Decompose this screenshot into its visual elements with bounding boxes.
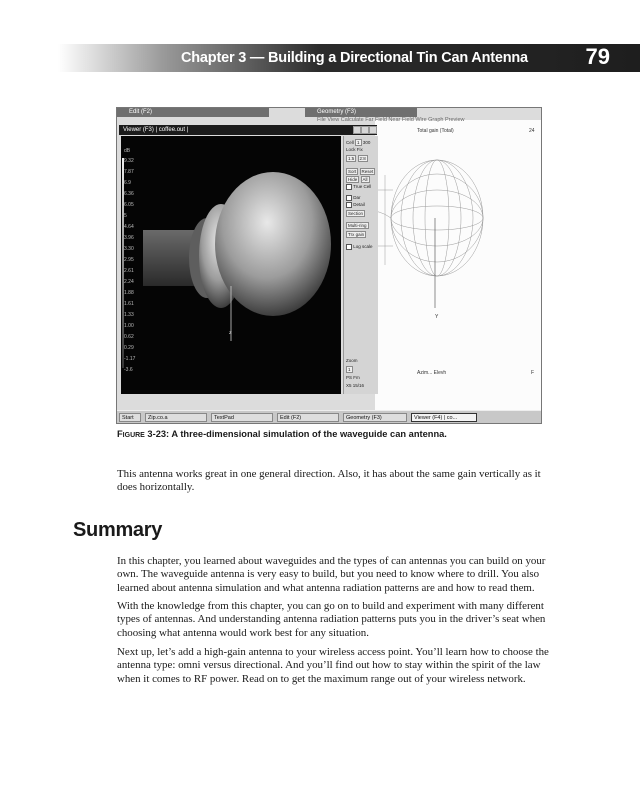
- fix-label: Fix: [356, 147, 363, 152]
- geometry-window: [375, 120, 541, 410]
- dar-label: Dar: [353, 195, 361, 201]
- scale-tick-label: 1.00: [124, 323, 134, 329]
- caption-text: A three-dimensional simulation of the waveguide can antenna.: [169, 429, 447, 439]
- minimize-icon: [353, 126, 361, 134]
- scale-tick-label: 4.64: [124, 224, 134, 230]
- taskbar-item-zip[interactable]: Zip.co.a: [145, 413, 207, 422]
- section-select[interactable]: Section: [348, 211, 364, 216]
- taskbar-item-viewer[interactable]: Viewer (F4) | co...: [411, 413, 477, 422]
- scale-tick-label: 6.05: [124, 202, 134, 208]
- close-icon: [369, 126, 377, 134]
- edit-window-titlebar: Edit (F2): [117, 108, 269, 117]
- chapter-title: Chapter 3 — Building a Directional Tin Can Antenna: [181, 50, 528, 66]
- scale-tick-label: 0.29: [124, 345, 134, 351]
- scale-unit-label: dB: [124, 148, 131, 154]
- scale-tick-label: 1.61: [124, 301, 134, 307]
- taskbar-item-edit[interactable]: Edit (F2): [277, 413, 339, 422]
- geometry-menu: File View Calculate Far Field Near Field Wire Graph Preview: [317, 117, 465, 123]
- scale-tick-label: 3.30: [124, 246, 134, 252]
- viewer-title-text: Viewer (F3) | coffee.out |: [123, 127, 189, 133]
- 3d-render-view: [121, 136, 341, 394]
- true-cell-label: True Cell: [353, 184, 372, 190]
- xs-value: 15/16: [352, 383, 365, 388]
- summary-paragraph-2: With the knowledge from this chapter, you can go on to build and experiment with many different types of antennas. And understanding antenna radiation patterns puts you in the driver’s seat when choosing what antenna would work best for any situation.: [117, 600, 546, 639]
- trx-gain-select[interactable]: Trx gain: [348, 232, 365, 237]
- y-axis-label: Y: [435, 314, 439, 320]
- lock-label: Lock: [346, 147, 356, 152]
- radiation-pattern-3d: [121, 136, 341, 394]
- azimuth-label: Azim... Elevh: [417, 370, 447, 376]
- detail-checkbox[interactable]: [346, 202, 352, 208]
- detail-label: Detail: [353, 202, 365, 208]
- scale-tick-label: 0.62: [124, 334, 134, 340]
- scale-tick-label: 6.36: [124, 191, 134, 197]
- taskbar-item-textpad[interactable]: TextPad: [211, 413, 273, 422]
- figure-screenshot: [116, 107, 542, 424]
- sort-button[interactable]: Sort: [348, 169, 357, 174]
- scale-tick-label: 3.96: [124, 235, 134, 241]
- dar-checkbox[interactable]: [346, 195, 352, 201]
- btn-a[interactable]: 1:5: [348, 156, 355, 161]
- taskbar: [117, 410, 541, 424]
- scale-tick-label: 6.9: [124, 180, 131, 186]
- scale-tick-label: -1.17: [124, 356, 136, 362]
- all-button[interactable]: All: [362, 177, 368, 182]
- geometry-window-titlebar: Geometry (F3): [305, 108, 417, 117]
- wireframe-pattern: [375, 120, 541, 410]
- summary-paragraph-3: Next up, let’s add a high-gain antenna to your wireless access point. You’ll learn how to choose the antenna type: omni versus directional. And you’ll find out how to stay within the spirit of the law when it comes to RF power. Read on to get the maximum range out of your wireless network.: [117, 646, 549, 685]
- summary-paragraph-1: In this chapter, you learned about waveguides and the types of can antennas you can build on your own. The waveguide antenna is very easy to build, but you need to know where to drill. You also learned about antenna simulation and what antenna radiation patterns are and how to read them.: [117, 555, 546, 594]
- ps-label: PS: [346, 375, 353, 380]
- scale-tick-label: 9.32: [124, 158, 134, 164]
- start-button[interactable]: Start: [119, 413, 141, 422]
- control-panel: [343, 136, 378, 394]
- svg-text:z: z: [229, 330, 232, 336]
- scale-tick-label: 7.87: [124, 169, 134, 175]
- scale-tick-label: 2.61: [124, 268, 134, 274]
- maximize-icon: [361, 126, 369, 134]
- viewer-titlebar: [119, 125, 377, 135]
- f-label: F: [531, 370, 535, 376]
- page-number: 79: [585, 44, 610, 69]
- scale-tick-label: 2.24: [124, 279, 134, 285]
- reset-button[interactable]: Reset: [361, 169, 374, 174]
- cell-num: 300: [362, 140, 371, 145]
- zoom-label: Zoom: [346, 358, 358, 363]
- summary-heading: Summary: [73, 519, 163, 541]
- log-scale-label: Log scale: [353, 244, 373, 250]
- scale-tick-label: 5: [124, 213, 127, 219]
- total-gain-value: 24: [529, 128, 535, 134]
- scale-tick-label: 2.95: [124, 257, 134, 263]
- cell-input[interactable]: 1: [357, 140, 360, 145]
- scale-tick-label: 1.33: [124, 312, 134, 318]
- zoom-input[interactable]: 1: [348, 367, 351, 372]
- multi-ring-select[interactable]: Multi-ring: [348, 223, 367, 228]
- scale-tick-label: -3.6: [124, 367, 133, 373]
- btn-b[interactable]: 2:8: [359, 156, 366, 161]
- intro-paragraph: This antenna works great in one general direction. Also, it has about the same gain vertically as it does horizontally.: [117, 468, 541, 494]
- figure-caption: [117, 429, 447, 439]
- scale-tick-label: 1.88: [124, 290, 134, 296]
- log-scale-checkbox[interactable]: [346, 244, 352, 250]
- caption-prefix: Figure 3-23:: [117, 429, 170, 439]
- ps-value: Fm: [353, 375, 360, 380]
- true-cell-checkbox[interactable]: [346, 184, 352, 190]
- cell-label: Cell: [346, 140, 354, 145]
- xs-label: X5: [346, 383, 352, 388]
- hide-button[interactable]: Hide: [348, 177, 358, 182]
- taskbar-item-geometry[interactable]: Geometry (F3): [343, 413, 407, 422]
- total-gain-label: Total gain (Total): [417, 128, 454, 134]
